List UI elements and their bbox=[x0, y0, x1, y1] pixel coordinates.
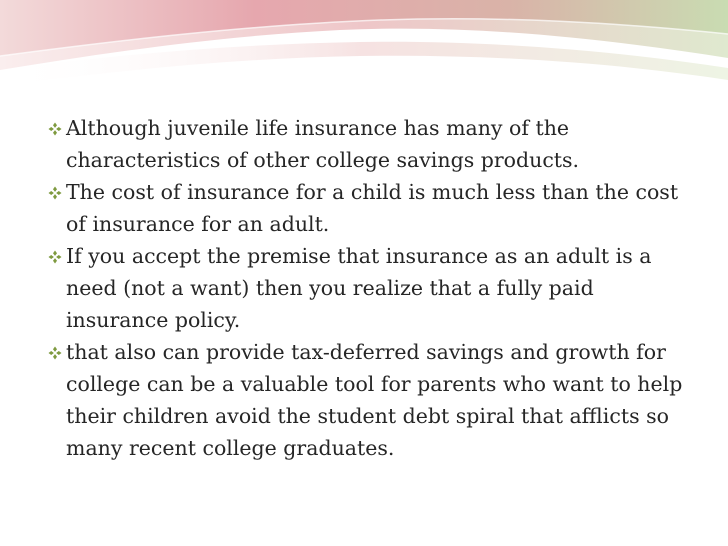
bullet-text: that also can provide tax-deferred savings and growth for college can be a valuable tool for parents who want to help their children avoid the student debt spiral that afflicts so many recent college graduates. bbox=[66, 340, 683, 460]
header-decoration bbox=[0, 0, 728, 110]
bullet-text: The cost of insurance for a child is much less than the cost of insurance for an adult. bbox=[66, 180, 679, 236]
diamond-bullet-icon bbox=[48, 250, 62, 264]
bullet-item bbox=[48, 240, 688, 336]
diamond-bullet-icon bbox=[48, 186, 62, 200]
bullet-text: If you accept the premise that insurance as an adult is a need (not a want) then you realize that a fully paid insurance policy. bbox=[66, 244, 652, 332]
bullet-item bbox=[48, 176, 688, 240]
bullet-list bbox=[48, 112, 688, 464]
diamond-bullet-icon bbox=[48, 122, 62, 136]
bullet-item bbox=[48, 112, 688, 176]
diamond-bullet-icon bbox=[48, 346, 62, 360]
bullet-item bbox=[48, 336, 688, 464]
bullet-text: Although juvenile life insurance has many of the characteristics of other college savings products. bbox=[66, 116, 580, 172]
